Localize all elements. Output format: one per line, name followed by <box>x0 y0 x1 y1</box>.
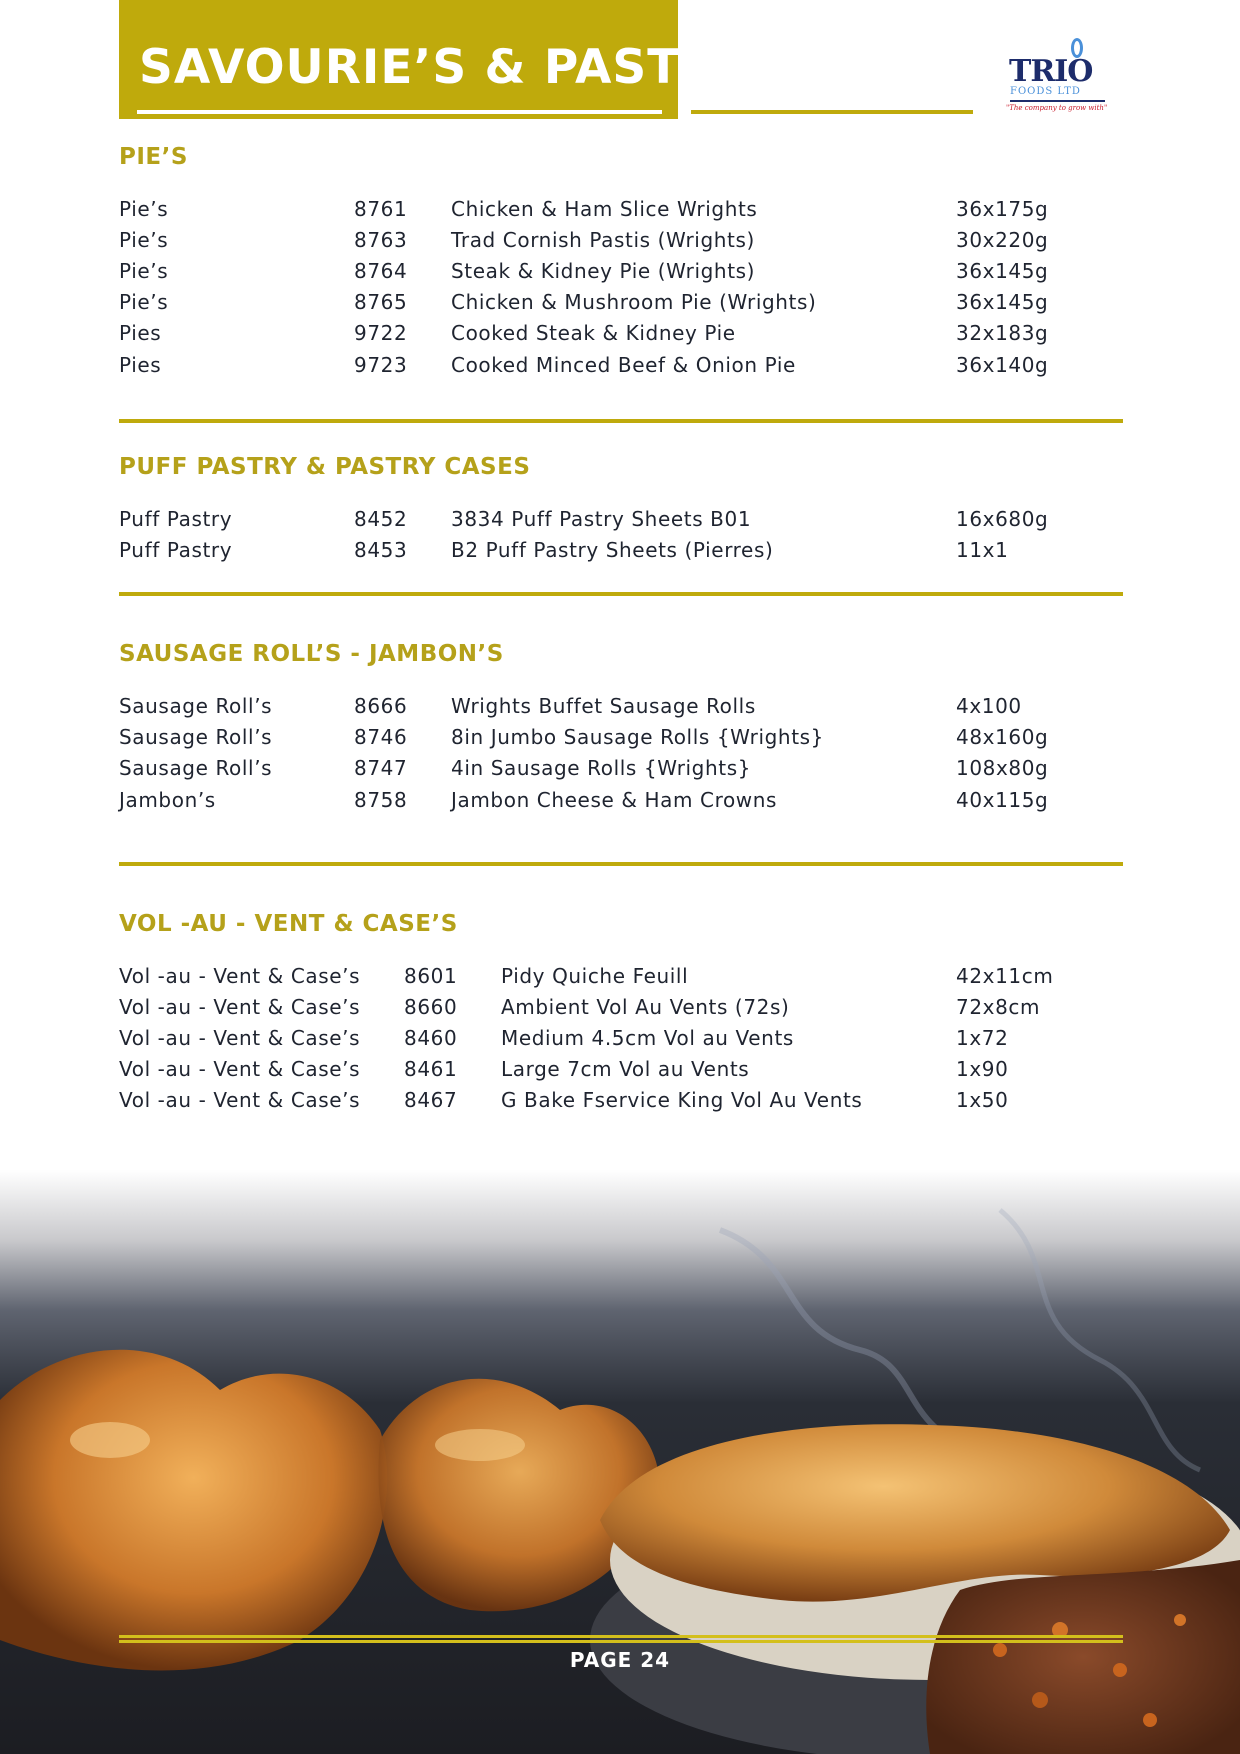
table-row <box>0 538 1240 568</box>
item-code: 8764 <box>354 259 408 283</box>
item-category: Puff Pastry <box>119 507 233 531</box>
item-description: Wrights Buffet Sausage Rolls <box>451 694 756 718</box>
item-pack-size: 72x8cm <box>956 995 1041 1019</box>
table-row <box>0 788 1240 818</box>
logo-subtitle: FOODS LTD <box>1010 86 1081 97</box>
item-code: 8758 <box>354 788 408 812</box>
page-number: PAGE 24 <box>569 1648 671 1672</box>
table-row <box>0 1026 1240 1056</box>
item-description: Large 7cm Vol au Vents <box>501 1057 750 1081</box>
item-code: 8746 <box>354 725 408 749</box>
item-pack-size: 32x183g <box>956 321 1049 345</box>
item-pack-size: 36x140g <box>956 353 1049 377</box>
item-description: 3834 Puff Pastry Sheets B01 <box>451 507 752 531</box>
item-pack-size: 16x680g <box>956 507 1049 531</box>
item-category: Puff Pastry <box>119 538 233 562</box>
item-code: 8666 <box>354 694 408 718</box>
item-category: Vol -au - Vent & Case’s <box>119 995 361 1019</box>
table-row <box>0 1088 1240 1118</box>
item-category: Vol -au - Vent & Case’s <box>119 1026 361 1050</box>
item-category: Pie’s <box>119 228 169 252</box>
item-description: Cooked Minced Beef & Onion Pie <box>451 353 796 377</box>
item-description: Steak & Kidney Pie (Wrights) <box>451 259 756 283</box>
item-description: Trad Cornish Pastis (Wrights) <box>451 228 755 252</box>
item-pack-size: 4x100 <box>956 694 1022 718</box>
table-row <box>0 290 1240 320</box>
item-pack-size: 40x115g <box>956 788 1049 812</box>
item-category: Sausage Roll’s <box>119 694 273 718</box>
page-title: SAVOURIE’S & PASTRY <box>139 40 750 95</box>
logo-tagline: "The company to grow with" <box>1006 104 1108 112</box>
company-logo <box>1000 36 1115 120</box>
item-pack-size: 42x11cm <box>956 964 1054 988</box>
item-description: 8in Jumbo Sausage Rolls {Wrights} <box>451 725 824 749</box>
item-code: 8763 <box>354 228 408 252</box>
item-code: 9723 <box>354 353 408 377</box>
table-row <box>0 725 1240 755</box>
item-description: Ambient Vol Au Vents (72s) <box>501 995 790 1019</box>
item-pack-size: 1x50 <box>956 1088 1009 1112</box>
item-category: Vol -au - Vent & Case’s <box>119 964 361 988</box>
item-description: B2 Puff Pastry Sheets (Pierres) <box>451 538 774 562</box>
table-row <box>0 964 1240 994</box>
item-category: Vol -au - Vent & Case’s <box>119 1057 361 1081</box>
table-row <box>0 228 1240 258</box>
item-category: Pies <box>119 353 162 377</box>
table-row <box>0 353 1240 383</box>
item-description: Chicken & Mushroom Pie (Wrights) <box>451 290 817 314</box>
header-rule <box>691 110 973 114</box>
section-divider <box>119 419 1123 423</box>
item-category: Jambon’s <box>119 788 216 812</box>
table-row <box>0 507 1240 537</box>
item-category: Pie’s <box>119 197 169 221</box>
item-category: Sausage Roll’s <box>119 725 273 749</box>
logo-wordmark: TRIO <box>1009 54 1093 89</box>
item-description: Cooked Steak & Kidney Pie <box>451 321 736 345</box>
item-category: Pies <box>119 321 162 345</box>
logo-bar <box>1010 100 1105 102</box>
item-pack-size: 36x175g <box>956 197 1049 221</box>
item-code: 8461 <box>404 1057 458 1081</box>
table-row <box>0 197 1240 227</box>
item-description: 4in Sausage Rolls {Wrights} <box>451 756 752 780</box>
item-code: 8765 <box>354 290 408 314</box>
item-pack-size: 36x145g <box>956 290 1049 314</box>
item-pack-size: 36x145g <box>956 259 1049 283</box>
title-underline <box>137 110 662 114</box>
section-title-sausage-rolls: SAUSAGE ROLL’S - JAMBON’S <box>119 641 504 667</box>
item-code: 8761 <box>354 197 408 221</box>
item-category: Sausage Roll’s <box>119 756 273 780</box>
section-title-vol-au-vent: VOL -AU - VENT & CASE’S <box>119 911 458 937</box>
item-code: 8460 <box>404 1026 458 1050</box>
section-divider <box>119 862 1123 866</box>
item-code: 8660 <box>404 995 458 1019</box>
table-row <box>0 321 1240 351</box>
item-category: Pie’s <box>119 290 169 314</box>
item-pack-size: 11x1 <box>956 538 1009 562</box>
section-title-puff-pastry: PUFF PASTRY & PASTRY CASES <box>119 454 531 480</box>
table-row <box>0 995 1240 1025</box>
footer-rule <box>119 1635 1123 1643</box>
item-pack-size: 1x90 <box>956 1057 1009 1081</box>
item-code: 8747 <box>354 756 408 780</box>
item-description: G Bake Fservice King Vol Au Vents <box>501 1088 863 1112</box>
item-code: 8453 <box>354 538 408 562</box>
section-divider <box>119 592 1123 596</box>
table-row <box>0 259 1240 289</box>
section-title-pies: PIE’S <box>119 144 188 170</box>
item-description: Jambon Cheese & Ham Crowns <box>451 788 778 812</box>
item-code: 8452 <box>354 507 408 531</box>
item-description: Medium 4.5cm Vol au Vents <box>501 1026 794 1050</box>
item-category: Pie’s <box>119 259 169 283</box>
table-row <box>0 756 1240 786</box>
table-row <box>0 694 1240 724</box>
item-description: Pidy Quiche Feuill <box>501 964 689 988</box>
item-code: 8601 <box>404 964 458 988</box>
item-code: 8467 <box>404 1088 458 1112</box>
item-code: 9722 <box>354 321 408 345</box>
item-pack-size: 30x220g <box>956 228 1049 252</box>
item-pack-size: 48x160g <box>956 725 1049 749</box>
item-category: Vol -au - Vent & Case’s <box>119 1088 361 1112</box>
item-pack-size: 108x80g <box>956 756 1049 780</box>
item-pack-size: 1x72 <box>956 1026 1009 1050</box>
item-description: Chicken & Ham Slice Wrights <box>451 197 758 221</box>
table-row <box>0 1057 1240 1087</box>
